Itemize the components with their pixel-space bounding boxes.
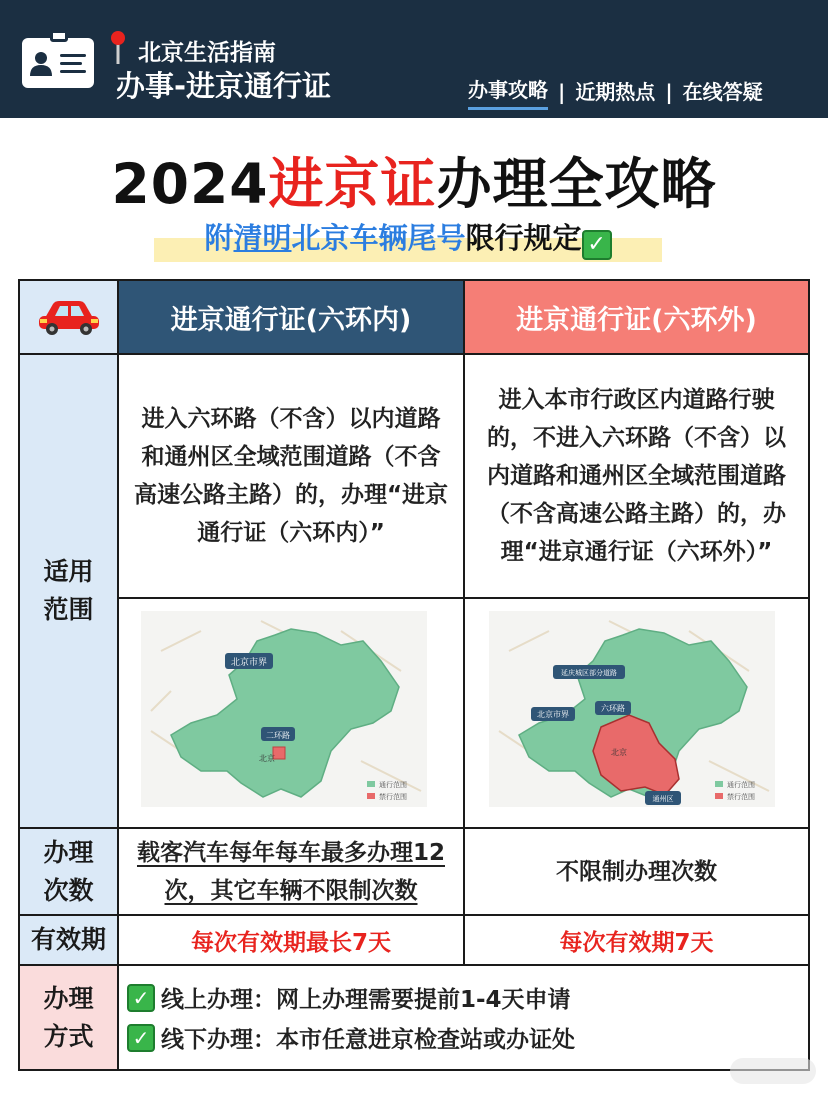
car-icon-cell xyxy=(18,279,119,355)
svg-text:北京市界: 北京市界 xyxy=(230,658,268,668)
method-offline-text: 线下办理：本市任意进京检查站或办证处 xyxy=(161,1027,575,1053)
map-legend-allowed: 通行范围 xyxy=(379,781,407,789)
title-highlight: 进京证 xyxy=(268,152,437,216)
map-label-city xyxy=(225,653,273,669)
validity-inside-text: 每次有效期最长7天 xyxy=(117,914,465,966)
svg-text:六环路: 六环路 xyxy=(601,704,625,713)
svg-text:延庆城区部分道路: 延庆城区部分道路 xyxy=(561,669,617,677)
subtitle-banner xyxy=(154,216,662,264)
svg-text:北京市界: 北京市界 xyxy=(537,710,569,719)
id-card-icon xyxy=(22,38,94,88)
subtitle-part1: 附 xyxy=(204,221,234,255)
method-online xyxy=(127,982,808,1014)
column-header-inside: 进京通行证(六环内) xyxy=(117,279,465,355)
subtitle-part4: 限行规定 xyxy=(465,221,582,255)
map-label-city xyxy=(531,707,575,721)
nav-separator: | xyxy=(558,80,566,104)
car-icon xyxy=(37,298,101,336)
map-label-ring xyxy=(261,727,295,741)
title-suffix: 办理全攻略 xyxy=(436,152,717,216)
title-prefix: 2024 xyxy=(111,152,269,216)
subtitle-part3: 北京车辆尾号 xyxy=(291,221,466,255)
top-nav xyxy=(468,74,763,110)
method-offline xyxy=(127,1022,808,1054)
header-bar xyxy=(0,0,828,118)
brand-subtitle: 北京生活指南 xyxy=(138,40,276,66)
map-outside-cell xyxy=(463,597,810,829)
scope-inside-text: 进入六环路（不含）以内道路和通州区全域范围道路（不含高速公路主路）的，办理“进京通行证（六环内）” xyxy=(117,353,465,599)
validity-outside-text: 每次有效期7天 xyxy=(463,914,810,966)
map-legend-banned: 禁行范围 xyxy=(727,793,755,801)
times-outside-text: 不限制办理次数 xyxy=(463,827,810,916)
nav-separator: | xyxy=(665,80,673,104)
map-pin-icon xyxy=(110,30,126,66)
nav-item-hot[interactable]: 近期热点 xyxy=(575,79,656,104)
page-title xyxy=(0,140,828,219)
row-label-times: 办理 次数 xyxy=(18,827,119,916)
row-label-method: 办理 方式 xyxy=(18,964,119,1071)
map-outside xyxy=(489,611,775,807)
svg-text:二环路: 二环路 xyxy=(266,731,290,740)
map-label-tongzhou xyxy=(645,791,681,805)
subtitle-part2: 清明 xyxy=(233,221,292,255)
map-legend-banned: 禁行范围 xyxy=(379,793,407,801)
nav-item-qa[interactable]: 在线答疑 xyxy=(682,79,763,104)
check-icon: ✓ xyxy=(127,984,155,1012)
map-inside xyxy=(141,611,427,807)
row-label-scope: 适用 范围 xyxy=(18,353,119,829)
scope-outside-text: 进入本市行政区内道路行驶的，不进入六环路（不含）以内道路和通州区全域范围道路（不含高速公路主路）的，办理“进京通行证（六环外）” xyxy=(463,353,810,599)
subtitle xyxy=(154,216,662,260)
method-cell xyxy=(117,964,810,1071)
times-inside-value: 载客汽车每年每车最多办理12次，其它车辆不限制次数 xyxy=(136,839,445,904)
map-label-yanqing xyxy=(553,665,625,679)
svg-text:通州区: 通州区 xyxy=(652,795,674,803)
map-label-center: 北京 xyxy=(611,748,627,757)
check-icon: ✓ xyxy=(127,1024,155,1052)
method-online-text: 线上办理：网上办理需要提前1-4天申请 xyxy=(161,987,571,1013)
times-inside-text xyxy=(117,827,465,916)
map-label-ring xyxy=(595,701,631,715)
map-legend-allowed: 通行范围 xyxy=(727,781,755,789)
map-label-center: 北京 xyxy=(259,754,275,763)
nav-item-guide[interactable]: 办事攻略 xyxy=(468,74,548,110)
map-inside-cell xyxy=(117,597,465,829)
row-label-validity: 有效期 xyxy=(18,914,119,966)
column-header-outside: 进京通行证(六环外) xyxy=(463,279,810,355)
watermark xyxy=(730,1058,816,1084)
brand-title: 办事-进京通行证 xyxy=(116,69,332,103)
check-icon: ✓ xyxy=(582,230,612,260)
